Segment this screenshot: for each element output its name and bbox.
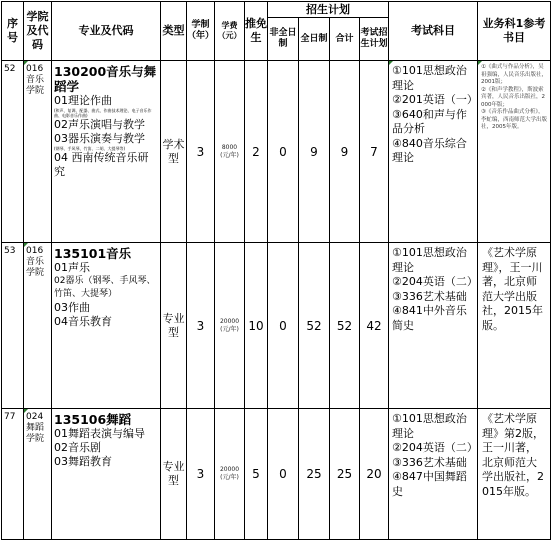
major-line: 01理论作曲 — [54, 94, 112, 107]
exam-item: ④840音乐综合理论 — [392, 136, 467, 164]
exam-item: ③640和声与作品分析 — [392, 107, 467, 135]
major-line: 01声乐 — [54, 261, 90, 274]
table-row — [2, 409, 551, 540]
tuition-amount: 8000 — [221, 143, 238, 151]
header-full-time: 全日制 — [299, 18, 330, 61]
row-exams — [389, 409, 478, 540]
tuition-amount: 20000 — [219, 466, 240, 473]
exam-item: ①101思想政治理论 — [392, 246, 467, 274]
header-exam-subjects: 考试科目 — [389, 2, 478, 61]
ref-item: ①《曲式与作品分析》，吴祖强编，人民音乐出版社，2001版； — [481, 64, 548, 85]
major-line-note: (钢琴、手风琴、竹笛、二胡、大提琴等) — [54, 146, 126, 151]
row-college-text: 016音乐学院 — [26, 64, 45, 96]
header-type: 类型 — [161, 2, 187, 61]
tuition-unit: (元/年) — [220, 151, 239, 159]
admissions-table — [1, 1, 551, 540]
header-years: 学制（年） — [187, 2, 215, 61]
header-total: 合计 — [330, 18, 360, 61]
major-line: 03作曲 — [54, 301, 90, 314]
row-college — [24, 61, 52, 243]
row-recommend: 2 — [245, 61, 268, 243]
exam-item: ①101思想政治理论 — [392, 412, 467, 440]
row-total: 25 — [330, 409, 360, 540]
major-line: 02器乐（钢琴、手风琴、竹笛、大提琴） — [54, 276, 156, 299]
row-seq: 53 — [2, 243, 24, 409]
header-major: 专业及代码 — [52, 2, 161, 61]
row-major — [52, 243, 161, 409]
cell-marker — [24, 243, 28, 247]
row-recommend: 10 — [245, 243, 268, 409]
major-line: 01舞蹈表演与编导 — [54, 427, 145, 440]
row-refs — [478, 61, 551, 243]
row-years: 3 — [187, 61, 215, 243]
header-tuition: 学费（元） — [215, 2, 245, 61]
row-recommend: 5 — [245, 409, 268, 540]
row-college-text: 024舞蹈学院 — [26, 412, 45, 444]
major-line: 02音乐剧 — [54, 441, 101, 454]
row-seq: 52 — [2, 61, 24, 243]
ref-item: ②《和声学教程》，斯波索宾著，人民音乐出版社，2000年版； — [481, 86, 546, 108]
exam-item: ③336艺术基础 — [392, 455, 467, 469]
exam-item: ①101思想政治理论 — [392, 64, 467, 92]
row-major — [52, 409, 161, 540]
row-part-time: 0 — [268, 61, 299, 243]
major-title: 130200音乐与舞蹈学 — [54, 64, 157, 94]
row-years: 3 — [187, 243, 215, 409]
cell-marker — [24, 409, 28, 413]
row-refs — [478, 409, 551, 540]
exam-item: ④847中国舞蹈史 — [392, 470, 467, 498]
row-exam-plan: 7 — [360, 61, 389, 243]
header-plan: 招生计划 — [268, 2, 389, 18]
major-line: 02声乐演唱与教学 — [54, 118, 145, 131]
row-total: 52 — [330, 243, 360, 409]
header-part-time: 非全日制 — [268, 18, 299, 61]
header-seq: 序号 — [2, 2, 24, 61]
row-college-text: 016音乐学院 — [26, 246, 45, 278]
major-line: 04 西南传统音乐研究 — [54, 151, 149, 178]
cell-marker — [24, 61, 28, 65]
row-full-time: 52 — [299, 243, 330, 409]
header-recommend: 推免生 — [245, 2, 268, 61]
row-type: 学术型 — [161, 61, 187, 243]
row-exam-plan: 20 — [360, 409, 389, 540]
row-part-time: 0 — [268, 243, 299, 409]
row-tuition — [215, 243, 245, 409]
row-tuition — [215, 61, 245, 243]
major-line: 03舞蹈教育 — [54, 455, 112, 468]
exam-item: ②201英语（一） — [392, 93, 478, 106]
exam-item: ②204英语（二） — [392, 275, 478, 288]
row-full-time: 25 — [299, 409, 330, 540]
table-row — [2, 243, 551, 409]
row-college — [24, 243, 52, 409]
cell-marker — [478, 61, 482, 65]
row-type: 专业型 — [161, 409, 187, 540]
row-refs — [478, 243, 551, 409]
major-line: 03器乐演奏与教学 — [54, 132, 145, 145]
header-exam-plan: 考试招生计划 — [360, 18, 389, 61]
exam-item: ④841中外音乐简史 — [392, 304, 467, 332]
row-major — [52, 61, 161, 243]
row-part-time: 0 — [268, 409, 299, 540]
header-ref-books: 业务科1参考书目 — [478, 2, 551, 61]
row-total: 9 — [330, 61, 360, 243]
exam-item: ③336艺术基础 — [392, 289, 467, 303]
cell-marker — [389, 61, 393, 65]
ref-item: ③《音乐作品曲式分析》，李虻编，西南师范大学出版社，2005年版。 — [481, 109, 548, 130]
row-seq: 77 — [2, 409, 24, 540]
exam-item: ②204英语（二） — [392, 441, 478, 454]
row-college — [24, 409, 52, 540]
ref-item: 《艺术学原理》第2版，王一川著，北京师范大学出版社，2015年版。 — [482, 412, 544, 498]
major-title: 135101音乐 — [54, 246, 132, 261]
row-exams — [389, 243, 478, 409]
major-line: 04音乐教育 — [54, 315, 112, 328]
row-type: 专业型 — [161, 243, 187, 409]
tuition-unit: (元/年) — [220, 325, 239, 333]
ref-item: 《艺术学原理》，王一川著，北京师范大学出版社，2015年版。 — [482, 246, 543, 332]
header-college: 学院及代码 — [24, 2, 52, 61]
table-row — [2, 61, 551, 243]
row-full-time: 9 — [299, 61, 330, 243]
tuition-amount: 20000 — [219, 317, 240, 325]
row-exams — [389, 61, 478, 243]
tuition-unit: (元/年) — [220, 474, 239, 481]
row-exam-plan: 42 — [360, 243, 389, 409]
major-title: 135106舞蹈 — [54, 412, 132, 427]
row-years: 3 — [187, 409, 215, 540]
row-tuition — [215, 409, 245, 540]
major-line-note: (和声、复调、配器、曲式、作曲技术理论、电子音乐作曲、电影音乐作曲) — [54, 108, 152, 118]
